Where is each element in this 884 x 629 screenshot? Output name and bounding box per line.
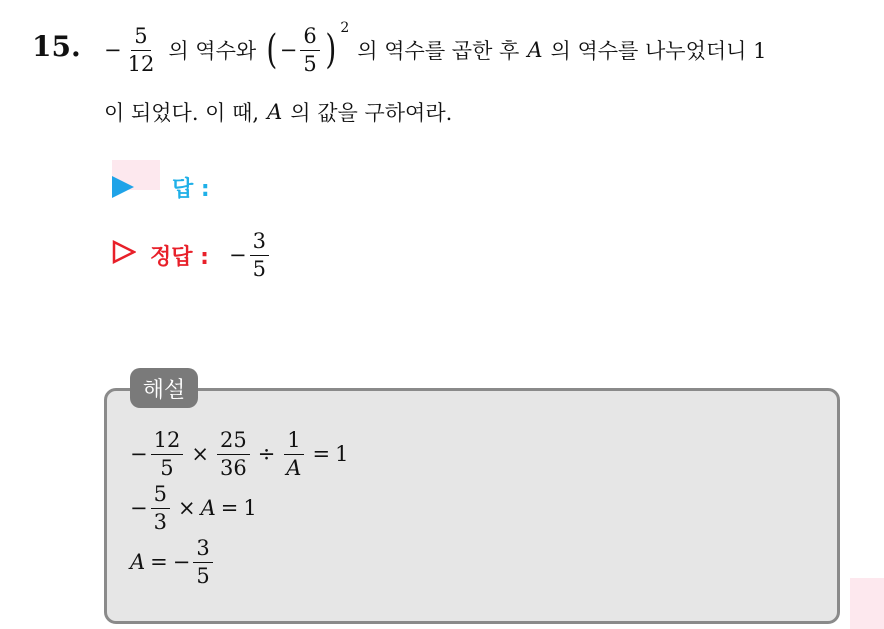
fraction-1-a	[283, 427, 304, 480]
denominator: 5	[252, 256, 266, 281]
correct-answer-row	[112, 226, 272, 284]
question-line-1	[104, 22, 766, 78]
equals-sign: =	[150, 550, 168, 574]
outline-triangle-icon	[112, 240, 136, 270]
variable-a: A	[267, 100, 283, 124]
answer-label: 답 :	[172, 176, 210, 202]
times-sign: ×	[191, 442, 209, 466]
numerator: 5	[131, 26, 150, 51]
numerator: 12	[151, 430, 184, 455]
variable-a: A	[130, 550, 146, 574]
fraction-3-5	[250, 228, 269, 281]
variable-a: A	[527, 38, 543, 62]
numerator: 5	[151, 484, 170, 509]
result: 1	[243, 496, 257, 520]
fraction-5-3	[151, 481, 170, 534]
denominator: 5	[303, 51, 317, 76]
fraction-25-36	[217, 427, 250, 480]
numerator: 25	[217, 430, 250, 455]
answer-row	[112, 174, 222, 200]
right-paren: )	[325, 27, 337, 73]
times-sign: ×	[177, 496, 196, 520]
denominator: 5	[160, 455, 174, 480]
minus-sign: −	[228, 243, 247, 267]
divide-sign: ÷	[257, 442, 276, 466]
denominator: 3	[153, 509, 167, 534]
solution-tab: 해설	[130, 368, 198, 408]
fraction-5-12	[125, 23, 158, 76]
minus-sign: −	[279, 38, 298, 62]
minus-sign: −	[130, 442, 148, 466]
correct-answer-label: 정답 :	[150, 244, 209, 270]
question-text: 의 역수를 곱한 후	[357, 39, 520, 63]
numerator: 6	[300, 26, 319, 51]
left-paren: (	[266, 27, 278, 73]
question-text: 의 값을 구하여라.	[290, 101, 453, 125]
solution-line-3	[130, 534, 216, 590]
question-text: 이 되었다. 이 때,	[104, 101, 260, 125]
question-text: 의 역수를 나누었더니 1	[550, 39, 767, 63]
minus-sign: −	[172, 550, 191, 574]
numerator: 3	[193, 538, 212, 563]
numerator: 1	[284, 430, 303, 455]
equals-sign: =	[220, 496, 239, 520]
denominator: 5	[196, 563, 210, 588]
question-number: 15.	[32, 30, 81, 63]
minus-sign: −	[130, 496, 148, 520]
solution-line-1	[130, 426, 348, 482]
exponent: 2	[340, 20, 350, 36]
denominator: 36	[219, 455, 247, 480]
variable-a: A	[200, 496, 216, 520]
result: 1	[335, 442, 349, 466]
fraction-12-5	[151, 427, 184, 480]
numerator: 3	[250, 231, 269, 256]
solution-line-2	[130, 482, 257, 534]
denominator: A	[286, 455, 302, 480]
question-text: 의 역수와	[168, 39, 257, 63]
denominator: 12	[127, 51, 155, 76]
question-line-2	[104, 94, 452, 130]
equals-sign: =	[312, 442, 331, 466]
play-triangle-icon	[112, 176, 134, 198]
correct-answer-value	[228, 228, 272, 281]
fraction-6-5	[300, 23, 319, 76]
fraction-3-5	[193, 535, 212, 588]
minus-sign: −	[104, 38, 122, 62]
